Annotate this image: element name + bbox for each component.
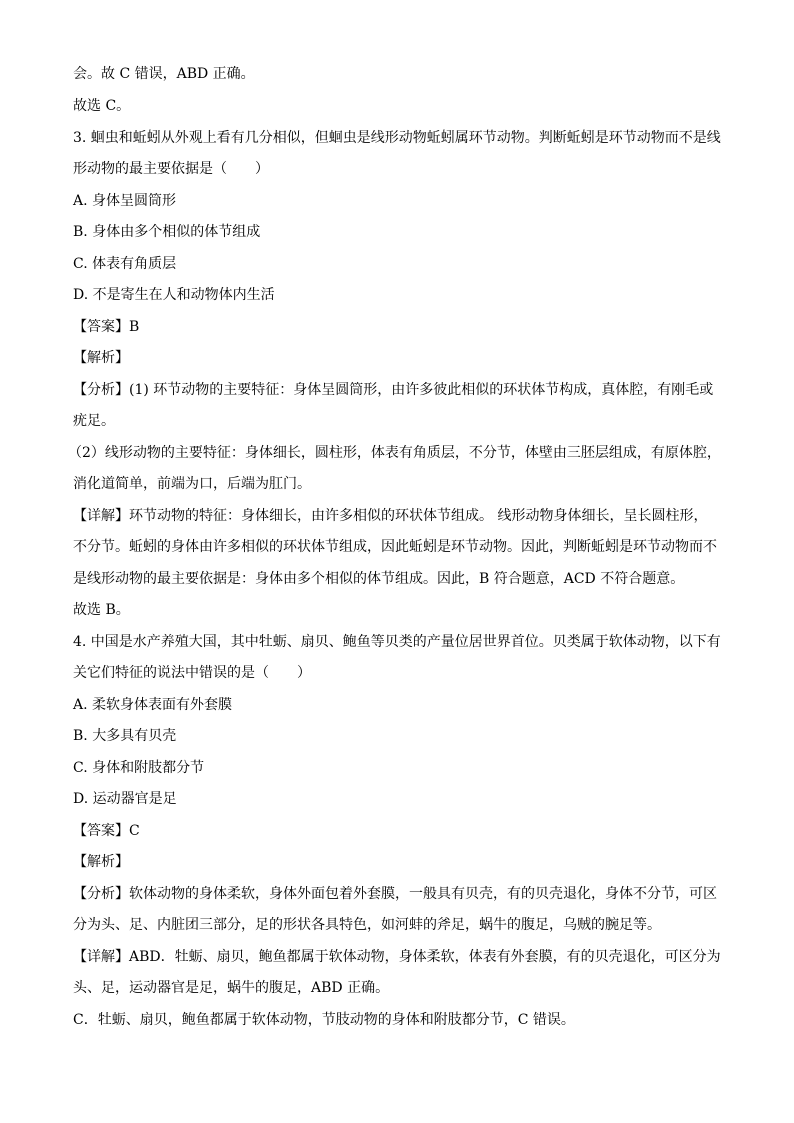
answer-label: 【答案】B: [73, 319, 140, 335]
question-4-stem: 关它们特征的说法中错误的是（ ）: [73, 665, 311, 681]
explanation-text: 不分节。蚯蚓的身体由许多相似的环状体节组成，因此蚯蚓是环节动物。因此，判断蚯蚓是环节动物而不: [73, 539, 717, 555]
option-a: A. 柔软身体表面有外套膜: [73, 697, 233, 713]
answer-label: 【答案】C: [73, 823, 140, 839]
option-b: B. 大多具有贝壳: [73, 728, 177, 744]
question-3-stem: 形动物的最主要依据是（ ）: [73, 161, 269, 177]
option-d: D. 运动器官是足: [73, 791, 177, 807]
option-c: C. 身体和附肢都分节: [73, 760, 205, 776]
analysis-text: 分为头、足、内脏团三部分，足的形状各具特色，如河蚌的斧足，蜗牛的腹足，乌贼的腕足等。: [73, 917, 661, 933]
analysis-text: 【分析】(1) 环节动物的主要特征：身体呈圆筒形，由许多彼此相似的环状体节构成，真体腔，有刚毛或: [73, 382, 714, 398]
option-d: D. 不是寄生在人和动物体内生活: [73, 287, 275, 303]
analysis-heading: 【解析】: [73, 350, 129, 366]
option-c: C. 体表有角质层: [73, 256, 177, 272]
analysis-text: 【分析】软体动物的身体柔软，身体外面包着外套膜，一般具有贝壳，有的贝壳退化，身体不分节，可区: [73, 886, 717, 902]
explanation-text: 头、足，运动器官是足，蜗牛的腹足，ABD 正确。: [73, 980, 390, 996]
text-line: 故选 C。: [73, 98, 131, 114]
analysis-text: 疣足。: [73, 413, 115, 429]
explanation-text: 是线形动物的最主要依据是：身体由多个相似的体节组成。因此，B 符合题意，ACD 不符合题意。: [73, 571, 685, 587]
question-3-stem: 3. 蛔虫和蚯蚓从外观上看有几分相似，但蛔虫是线形动物蚯蚓属环节动物。判断蚯蚓是环节动物而不是线: [73, 130, 721, 146]
option-b: B. 身体由多个相似的体节组成: [73, 224, 261, 240]
question-4-stem: 4. 中国是水产养殖大国，其中牡蛎、扇贝、鲍鱼等贝类的产量位居世界首位。贝类属于软体动物，以下有: [73, 634, 721, 650]
explanation-text: 【详解】环节动物的特征：身体细长，由许多相似的环状体节组成。 线形动物身体细长，呈长圆柱形，: [73, 508, 708, 524]
option-a: A. 身体呈圆筒形: [73, 193, 177, 209]
text-line: 会。故 C 错误，ABD 正确。: [73, 66, 255, 82]
analysis-text: 消化道简单，前端为口，后端为肛门。: [73, 476, 311, 492]
explanation-text: C．牡蛎、扇贝，鲍鱼都属于软体动物，节肢动物的身体和附肢都分节，C 错误。: [73, 1012, 575, 1028]
analysis-text: （2）线形动物的主要特征：身体细长，圆柱形，体表有角质层，不分节，体壁由三胚层组成，有原体腔，: [68, 445, 721, 461]
text-line: 故选 B。: [73, 602, 130, 618]
explanation-text: 【详解】ABD．牡蛎、扇贝，鲍鱼都属于软体动物，身体柔软，体表有外套膜，有的贝壳退化，可区分为: [73, 949, 721, 965]
analysis-heading: 【解析】: [73, 854, 129, 870]
